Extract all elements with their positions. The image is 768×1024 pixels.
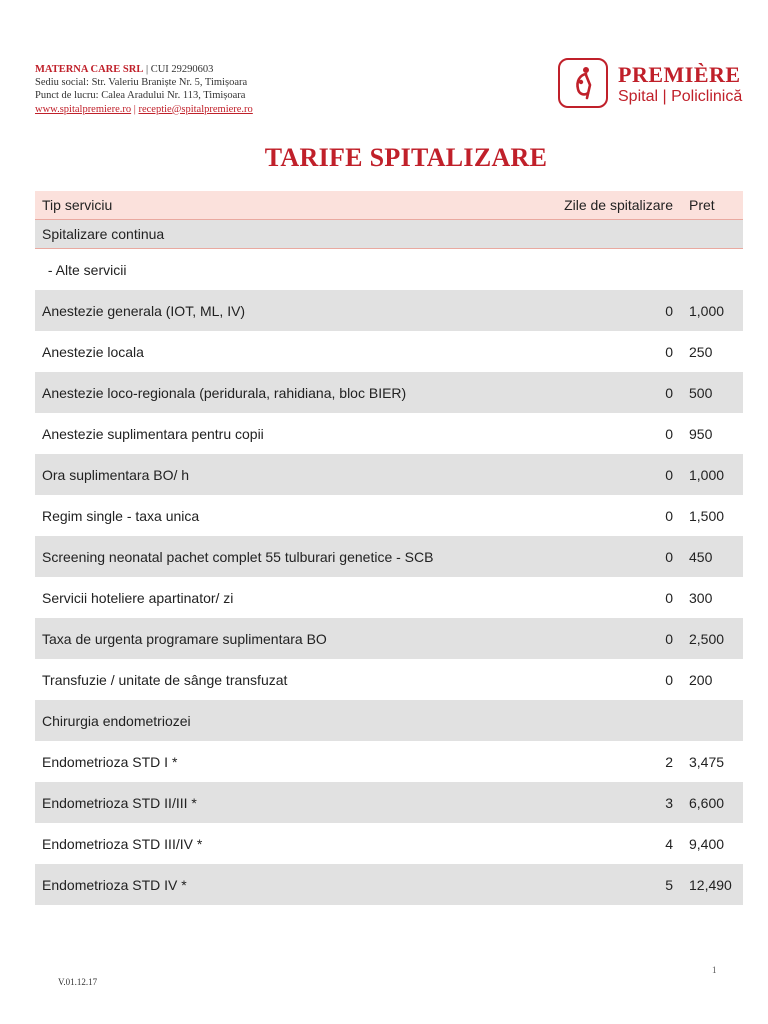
website-link[interactable]: www.spitalpremiere.ro	[35, 103, 132, 115]
service-days: 0	[665, 343, 673, 360]
service-name: Regim single - taxa unica	[42, 507, 200, 524]
company-info	[35, 63, 253, 116]
service-price: 2,500	[689, 630, 725, 647]
service-name: Anestezie loco-regionala (peridurala, rahidiana, bloc BIER)	[42, 384, 407, 401]
service-days: 0	[665, 302, 673, 319]
section-chirurgia-endometriozei	[35, 700, 743, 741]
company-separator: |	[145, 64, 149, 75]
company-punct: Punct de lucru: Calea Aradului Nr. 113, Timișoara	[35, 90, 246, 102]
service-price: 12,490	[689, 876, 732, 893]
service-days: 0	[665, 384, 673, 401]
service-price: 450	[689, 548, 713, 565]
premiere-logo	[558, 58, 748, 113]
service-name: Ora suplimentara BO/ h	[42, 466, 190, 483]
header-tip-serviciu: Tip serviciu	[42, 197, 113, 213]
service-price: 300	[689, 589, 713, 606]
table-row	[35, 290, 743, 331]
table-row	[35, 782, 743, 823]
page-number: 1	[712, 965, 717, 975]
logo-mark-icon	[558, 58, 608, 108]
table-row	[35, 741, 743, 782]
link-separator: |	[133, 103, 136, 115]
service-days: 0	[665, 548, 673, 565]
header-pret: Pret	[689, 197, 715, 213]
service-days: 3	[665, 794, 673, 811]
table-row	[35, 454, 743, 495]
service-name: Taxa de urgenta programare suplimentara BO	[42, 630, 327, 647]
tariff-table	[35, 191, 743, 905]
company-sediu: Sediu social: Str. Valeriu Braniște Nr. 5, Timișoara	[35, 77, 248, 89]
service-days: 0	[665, 507, 673, 524]
service-price: 950	[689, 425, 713, 442]
section-label: Chirurgia endometriozei	[42, 712, 191, 729]
logo-subtitle	[618, 88, 742, 106]
service-price: 3,475	[689, 753, 725, 770]
subsection-label: - Alte servicii	[44, 261, 127, 278]
service-name: Anestezie generala (IOT, ML, IV)	[42, 302, 246, 319]
service-days: 0	[665, 630, 673, 647]
company-cui: CUI 29290603	[150, 64, 214, 75]
table-row	[35, 331, 743, 372]
service-price: 9,400	[689, 835, 725, 852]
section-label: Spitalizare continua	[42, 226, 165, 242]
company-links	[35, 103, 253, 116]
table-row	[35, 618, 743, 659]
table-row	[35, 372, 743, 413]
email-link[interactable]: receptie@spitalpremiere.ro	[138, 103, 253, 115]
table-row	[35, 577, 743, 618]
document-version: V.01.12.17	[58, 977, 98, 987]
service-days: 0	[665, 425, 673, 442]
service-days: 0	[665, 671, 673, 688]
service-name: Servicii hoteliere apartinator/ zi	[42, 589, 234, 606]
table-header	[35, 191, 743, 220]
page-title: TARIFE SPITALIZARE	[264, 143, 548, 172]
table-row	[35, 864, 743, 905]
service-price: 1,000	[689, 466, 725, 483]
service-days: 5	[665, 876, 673, 893]
company-name: MATERNA CARE SRL	[35, 64, 144, 75]
service-name: Screening neonatal pachet complet 55 tulburari genetice - SCB	[42, 548, 434, 565]
table-row	[35, 413, 743, 454]
service-days: 2	[665, 753, 673, 770]
logo-name: PREMIÈRE	[618, 62, 741, 87]
service-days: 0	[665, 466, 673, 483]
logo-sub-right: Policlinică	[671, 88, 743, 105]
service-name: Transfuzie / unitate de sânge transfuzat	[42, 671, 288, 688]
table-row	[35, 659, 743, 700]
service-name: Endometrioza STD III/IV *	[42, 835, 203, 852]
service-name: Endometrioza STD I *	[42, 753, 178, 770]
service-name: Endometrioza STD II/III *	[42, 794, 197, 811]
service-price: 250	[689, 343, 713, 360]
service-price: 1,000	[689, 302, 725, 319]
section-spitalizare-continua	[35, 220, 743, 249]
service-price: 1,500	[689, 507, 725, 524]
service-days: 4	[665, 835, 673, 852]
service-name: Anestezie suplimentara pentru copii	[42, 425, 264, 442]
service-price: 6,600	[689, 794, 725, 811]
service-price: 200	[689, 671, 713, 688]
header-zile: Zile de spitalizare	[564, 197, 673, 213]
service-name: Endometrioza STD IV *	[42, 876, 187, 893]
table-row	[35, 536, 743, 577]
logo-sub-sep: |	[662, 88, 667, 105]
table-row	[35, 495, 743, 536]
company-name-line	[35, 63, 253, 76]
logo-sub-left: Spital	[618, 88, 659, 105]
service-price: 500	[689, 384, 713, 401]
table-row	[35, 823, 743, 864]
subsection-alte-servicii	[35, 249, 743, 290]
service-days: 0	[665, 589, 673, 606]
service-name: Anestezie locala	[42, 343, 144, 360]
